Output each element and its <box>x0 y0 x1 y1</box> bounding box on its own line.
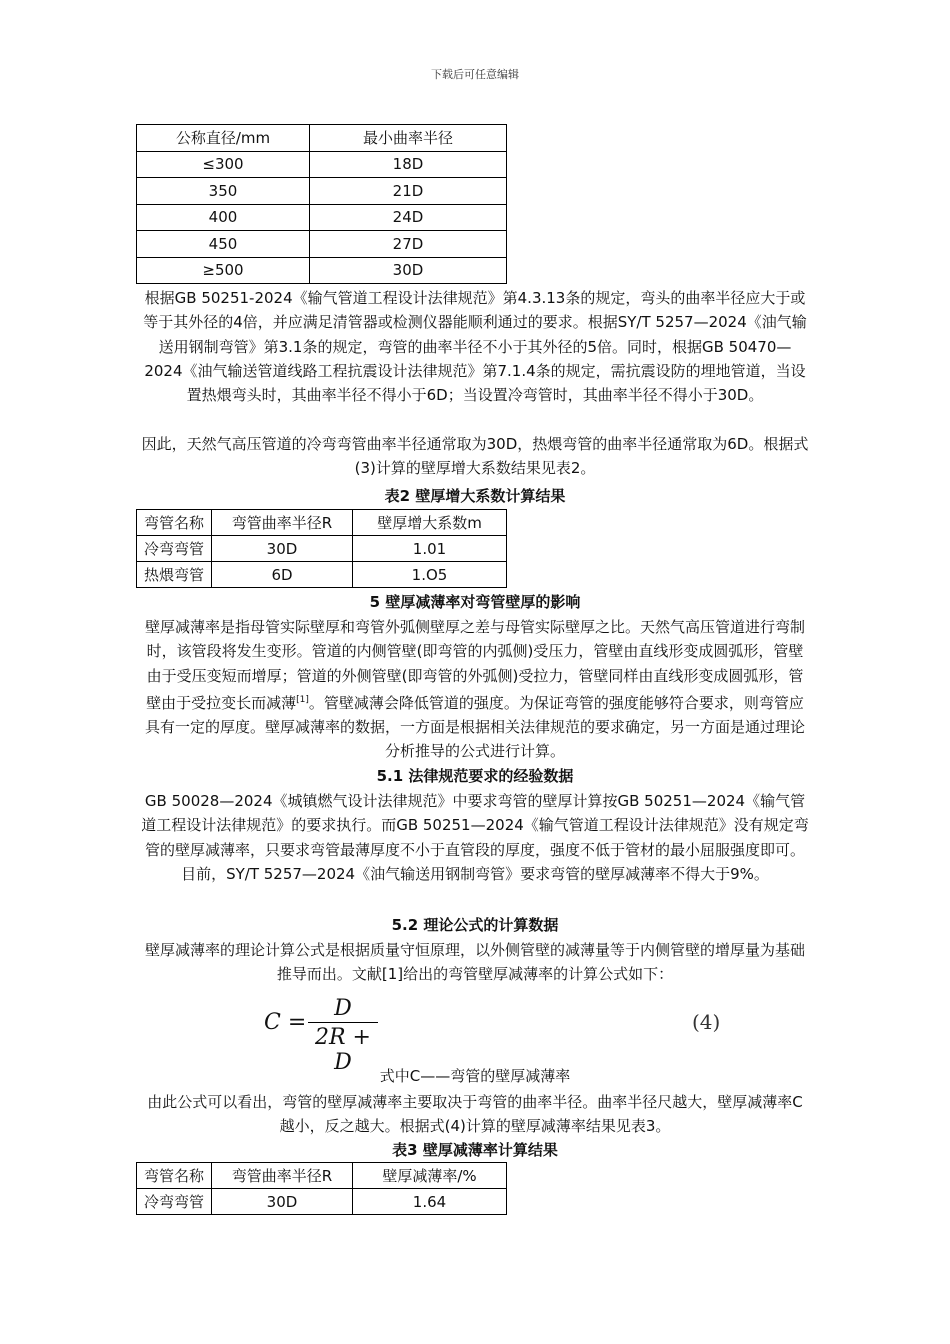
table-cell: 30D <box>212 536 353 562</box>
table-row <box>137 204 507 231</box>
table-cell: 1.O5 <box>353 562 507 588</box>
table-cell: 30D <box>212 1189 353 1215</box>
table-cell: 450 <box>137 231 310 258</box>
paragraph-thinning-rate <box>140 615 810 764</box>
table-row <box>137 257 507 284</box>
paragraph-regulations: GB 50028—2024《城镇燃气设计法律规范》中要求弯管的壁厚计算按GB 50251—2024《输气管道工程设计法律规范》的要求执行。而GB 50251—2024《输气管道工程设计法律规范》没有规定弯管的壁厚减薄率，只要求弯管最薄厚度不小于直管段的厚度，强度不低于管材的最小屈服强度即可。目前，SY/T 5257—2024《油气输送用钢制弯管》要求弯管的壁厚减薄率不得大于9%。 <box>141 792 809 883</box>
paragraph-standards: 根据GB 50251-2024《输气管道工程设计法律规范》第4.3.13条的规定，弯头的曲率半径应大于或等于其外径的4倍，并应满足清管器或检测仪器能顺利通过的要求。根据SY/T 5257—2024《油气输送用钢制弯管》第3.1条的规定，弯管的曲率半径不小于其外径的5倍。同时，根据GB 50470—2024《油气输送管道线路工程抗震设计法律规范》第7.1.4条的规定，需抗震设防的埋地管道，当设置热煨弯头时，其曲率半径不得小于6D；当设置冷弯管时，其曲率半径不得小于30D。 <box>143 289 807 405</box>
table-cell: 冷弯弯管 <box>137 1189 212 1215</box>
column-header: 弯管曲率半径R <box>212 510 353 536</box>
table-cell: 冷弯弯管 <box>137 536 212 562</box>
table-row <box>137 536 507 562</box>
column-header: 弯管曲率半径R <box>212 1163 353 1189</box>
table-cell: 350 <box>137 178 310 205</box>
citation-ref: [1] <box>296 694 309 705</box>
column-header: 壁厚增大系数m <box>353 510 507 536</box>
page-header: 下载后可任意编辑 <box>431 68 519 81</box>
table2-title: 表2 壁厚增大系数计算结果 <box>384 487 566 505</box>
equation-number: (4) <box>692 1010 721 1034</box>
paragraph-conclusion: 因此，天然气高压管道的冷弯弯管曲率半径通常取为30D，热煨弯管的曲率半径通常取为6D。根据式(3)计算的壁厚增大系数结果见表2。 <box>141 435 809 478</box>
table-cell: 6D <box>212 562 353 588</box>
table-cell: 1.01 <box>353 536 507 562</box>
table-row <box>137 231 507 258</box>
table-row <box>137 151 507 178</box>
formula-numerator: D <box>308 996 378 1023</box>
column-header: 壁厚减薄率/% <box>353 1163 507 1189</box>
table-cell: 400 <box>137 204 310 231</box>
paragraph-theory: 壁厚减薄率的理论计算公式是根据质量守恒原理，以外侧管壁的减薄量等于内侧管壁的增厚量为基础推导而出。文献[1]给出的弯管壁厚减薄率的计算公式如下： <box>144 941 805 984</box>
table-header-row <box>137 1163 507 1189</box>
table-row <box>137 562 507 588</box>
table-cell: ≥500 <box>137 257 310 284</box>
table-row <box>137 178 507 205</box>
thinning-rate-table <box>136 1162 507 1215</box>
section-5-2-heading: 5.2 理论公式的计算数据 <box>391 916 559 934</box>
table-header-row <box>137 510 507 536</box>
table-row <box>137 1189 507 1215</box>
table-cell: 1.64 <box>353 1189 507 1215</box>
column-header: 公称直径/mm <box>137 125 310 152</box>
column-header: 最小曲率半径 <box>310 125 507 152</box>
table-cell: ≤300 <box>137 151 310 178</box>
paragraph-text: 壁厚减薄率是指母管实际壁厚和弯管外弧侧壁厚之差与母管实际壁厚之比。天然气高压管道进行弯制时，该管段将发生变形。管道的内侧管壁(即弯管的内弧侧)受压力，管壁由直线形变成圆弧形，管壁由于受压变短而增厚；管道的外侧管壁(即弯管的外弧侧)受拉力，管壁同样由直线形变成圆弧形，管壁由于受拉变长而减薄 <box>144 618 805 712</box>
column-header: 弯管名称 <box>137 510 212 536</box>
formula-denominator: 2R + D <box>315 1025 371 1075</box>
table-cell: 27D <box>310 231 507 258</box>
thickness-factor-table <box>136 509 507 588</box>
formula-lhs: C = <box>264 1010 307 1035</box>
curvature-radius-table <box>136 124 507 284</box>
table-cell: 热煨弯管 <box>137 562 212 588</box>
table-cell: 21D <box>310 178 507 205</box>
section-5-1-heading: 5.1 法律规范要求的经验数据 <box>376 767 574 785</box>
table-header-row <box>137 125 507 152</box>
formula-where-text: 式中C——弯管的壁厚减薄率 <box>379 1067 571 1085</box>
paragraph-analysis: 由此公式可以看出，弯管的壁厚减薄率主要取决于弯管的曲率半径。曲率半径尺越大，壁厚减薄率C越小，反之越大。根据式(4)计算的壁厚减薄率结果见表3。 <box>147 1093 803 1136</box>
table-cell: 30D <box>310 257 507 284</box>
paragraph-text: 。管壁减薄会降低管道的强度。为保证弯管的强度能够符合要求，则弯管应具有一定的厚度。壁厚减薄率的数据，一方面是根据相关法律规范的要求确定，另一方面是通过理论分析推导的公式进行计算。 <box>144 693 805 761</box>
section-5-heading: 5 壁厚减薄率对弯管壁厚的影响 <box>369 593 581 611</box>
table-cell: 18D <box>310 151 507 178</box>
table-cell: 24D <box>310 204 507 231</box>
column-header: 弯管名称 <box>137 1163 212 1189</box>
table3-title: 表3 壁厚减薄率计算结果 <box>392 1141 558 1159</box>
